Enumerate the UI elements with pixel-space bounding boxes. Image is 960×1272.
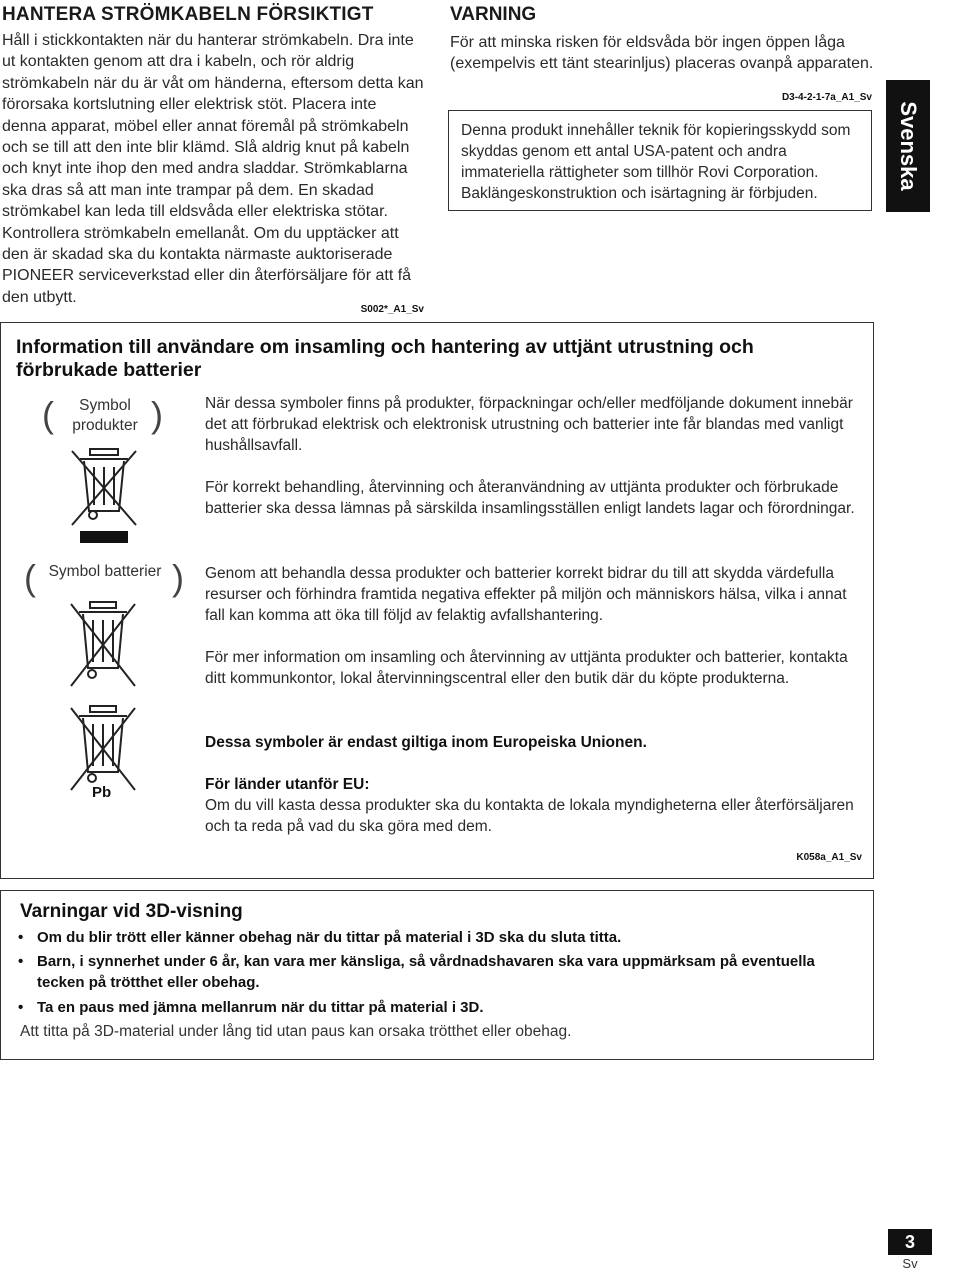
warning-code: D3-4-2-1-7a_A1_Sv (781, 92, 872, 103)
non-eu-heading: För länder utanför EU: (205, 776, 370, 793)
symbol-battery-label: Symbol batterier (48, 563, 162, 580)
bullet: • (18, 929, 24, 946)
language-side-tab (886, 80, 930, 212)
3d-warning-item: • Om du blir trött eller känner obehag när du tittar på material i 3D ska du sluta titta. (18, 929, 622, 946)
page-number: 3 (888, 1229, 932, 1255)
paren-open: ( (42, 394, 54, 435)
3d-warning-item: • Ta en paus med jämna mellanrum när du tittar på material i 3D. (18, 999, 484, 1016)
weee-paragraph-3: Genom att behandla dessa produkter och batterier korrekt bidrar du till att skydda värdefulla resurser och förhindra framtida negativa effekter på miljön och människors hälsa, vilka i annat fall kan komma att öka till följd av felaktig avfallshantering. (205, 565, 847, 625)
power-cable-code: S002*_A1_Sv (360, 304, 424, 315)
crossed-battery-bin-icon (66, 598, 140, 692)
weee-paragraph-2: För korrekt behandling, återvinning och återanvändning av uttjänta produkter och förbrukade batterier ska dessa lämnas på särskilda insamlingsställen enligt landets lagar och förordningar. (205, 479, 855, 518)
bullet: • (18, 953, 24, 970)
warning-section (448, 0, 876, 75)
3d-warning-note: Att titta på 3D-material under lång tid utan paus kan orsaka trötthet eller obehag. (20, 1023, 572, 1040)
weee-code: K058a_A1_Sv (796, 852, 862, 863)
3d-warning-title: Varningar vid 3D-visning (20, 901, 243, 922)
eu-only-notice: Dessa symboler är endast giltiga inom Europeiska Unionen. (205, 734, 647, 751)
3d-warning-item: • Barn, i synnerhet under 6 år, kan vara mer känsliga, så vårdnadshavaren ska vara uppmärksam på eventuella tecken på trötthet eller obehag. (18, 953, 815, 991)
symbol-products-label: Symbol produkter (72, 397, 138, 434)
lead-symbol-label: Pb (92, 784, 112, 801)
page-language: Sv (902, 1256, 918, 1271)
weee-paragraph-1: När dessa symboler finns på produkter, förpackningar och/eller medföljande dokument innebär det att förbrukad elektrisk och elektronisk utrustning och batterier inte får blandas med vanligt hushållsavfall. (205, 395, 853, 455)
copy-protection-text: Denna produkt innehåller teknik för kopieringsskydd som skyddas genom ett antal USA-patent och andra immateriella rättigheter som tillhör Rovi Corporation. Baklängeskonstruktion och isärtagning är förbjuden. (461, 122, 851, 202)
crossed-bin-icon (66, 445, 142, 545)
crossed-battery-bin-pb-icon (66, 702, 140, 796)
weee-paragraph-4: För mer information om insamling och återvinning av uttjänta produkter och batterier, kontakta ditt kommunkontor, lokal återvinningscentral eller den butik där du köpte produkterna. (205, 649, 848, 688)
non-eu-text: Om du vill kasta dessa produkter ska du kontakta de lokala myndigheterna eller återförsäljaren och ta reda på vad du ska göra med dem. (205, 797, 854, 836)
bullet: • (18, 999, 24, 1016)
copy-protection-box (448, 110, 872, 211)
weee-info-title: Information till användare om insamling och hantering av uttjänt utrustning och förbrukade batterier (16, 336, 754, 381)
power-cable-section (0, 0, 425, 308)
warning-text: För att minska risken för eldsvåda bör ingen öppen låga (exempelvis ett tänt stearinljus) placeras ovanpå apparaten. (450, 34, 874, 73)
paren-close-battery: ) (172, 557, 184, 598)
paren-close: ) (151, 394, 163, 435)
warning-heading: VARNING (450, 4, 537, 25)
power-cable-text: Håll i stickkontakten när du hanterar strömkabeln. Dra inte ut kontakten genom att dra i kabeln, och rör aldrig strömkabeln när du är våt om händerna, eftersom detta kan förorsaka kortslutning eller elektrisk stöt. Placera inte denna apparat, möbel eller annat föremål på strömkabeln och se till att den inte blir klämd. Slå aldrig knut på kabeln och knyt inte ihop den med andra sladdar. Strömkablarna ska dras så att man inte trampar på dem. En skadad strömkabel kan leda till eldsvåda eller elektriska stötar. Kontrollera strömkabeln emellanåt. Om du upptäcker att den är skadad ska du kontakta närmaste auktoriserade PIONEER serviceverkstad eller din återförsäljare för att få den utbytt. (2, 32, 424, 306)
language-side-tab-label: Svenska (896, 101, 921, 191)
power-cable-heading: HANTERA STRÖMKABELN FÖRSIKTIGT (2, 4, 374, 25)
paren-open-battery: ( (24, 557, 36, 598)
